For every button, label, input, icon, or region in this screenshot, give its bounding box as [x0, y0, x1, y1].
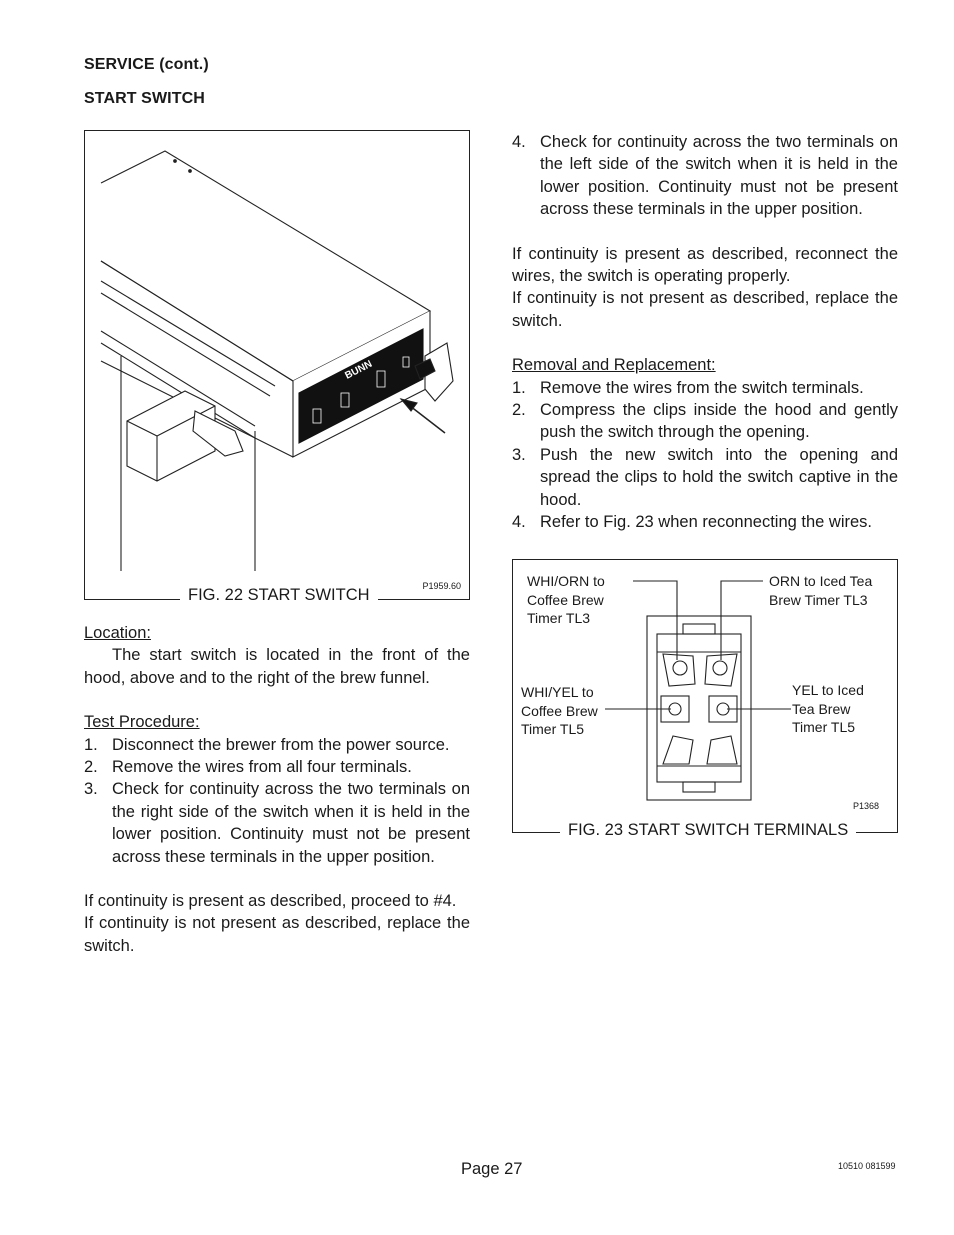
result-present-1: If continuity is present as described, proceed to #4.: [84, 892, 457, 911]
figure-22: [84, 130, 470, 600]
list-item: 2. Remove the wires from all four terminals.: [84, 758, 412, 777]
figure-23-caption: FIG. 23 START SWITCH TERMINALS: [560, 821, 856, 840]
subsection-title: START SWITCH: [84, 90, 205, 107]
list-item: 4. Refer to Fig. 23 when reconnecting the wires.: [512, 513, 873, 532]
page-number: Page 27: [461, 1160, 523, 1178]
list-item: 3. Check for continuity across the two terminals on the right side of the switch when it is held in the lower position. Continuity must not be present across these terminals in the upper position.: [84, 780, 470, 866]
location-text: The start switch is located in the front of the hood, above and to the right of the brew funnel.: [84, 646, 470, 687]
list-item: 2. Compress the clips inside the hood and gently push the switch through the opening.: [512, 401, 898, 442]
removal-heading: Removal and Replacement:: [512, 356, 716, 375]
result-present-2: If continuity is present as described, reconnect the wires, the switch is operating properly.: [512, 244, 898, 286]
figure-23: [512, 559, 898, 833]
start-switch-illustration: [85, 131, 469, 599]
list-item: 4. Check for continuity across the two terminals on the left side of the switch when it is held in the lower position. Continuity must not be present across these terminals in the upper position.: [512, 133, 898, 219]
figure-22-code: P1959.60: [422, 581, 461, 591]
label-orn: ORN to Iced Tea Brew Timer TL3: [769, 573, 873, 608]
figure-22-caption: FIG. 22 START SWITCH: [180, 586, 378, 605]
test-procedure-list: [84, 734, 470, 868]
test-procedure-list-continued: [512, 131, 898, 221]
label-yel: YEL to Iced Tea Brew Timer TL5: [792, 682, 864, 735]
label-whi-yel: WHI/YEL to Coffee Brew Timer TL5: [521, 684, 598, 737]
result-absent-1: If continuity is not present as described, replace the switch.: [84, 914, 470, 955]
brand-logo: BUNN: [343, 358, 375, 382]
figure-23-code: P1368: [852, 801, 879, 811]
test-procedure-heading: Test Procedure:: [84, 713, 200, 732]
list-item: 1. Disconnect the brewer from the power source.: [84, 735, 450, 754]
right-column: [512, 131, 898, 534]
section-title: SERVICE (cont.): [84, 56, 209, 73]
list-item: 1. Remove the wires from the switch terminals.: [512, 378, 864, 397]
result-absent-2: If continuity is not present as described, replace the switch.: [512, 289, 898, 330]
label-whi-orn: WHI/ORN to Coffee Brew Timer TL3: [527, 573, 605, 626]
document-code: 10510 081599: [838, 1161, 896, 1171]
location-heading: Location:: [84, 624, 151, 642]
removal-list: [512, 377, 898, 534]
left-column: [84, 622, 470, 957]
list-item: 3. Push the new switch into the opening and spread the clips to hold the switch captive in the hood.: [512, 445, 898, 509]
